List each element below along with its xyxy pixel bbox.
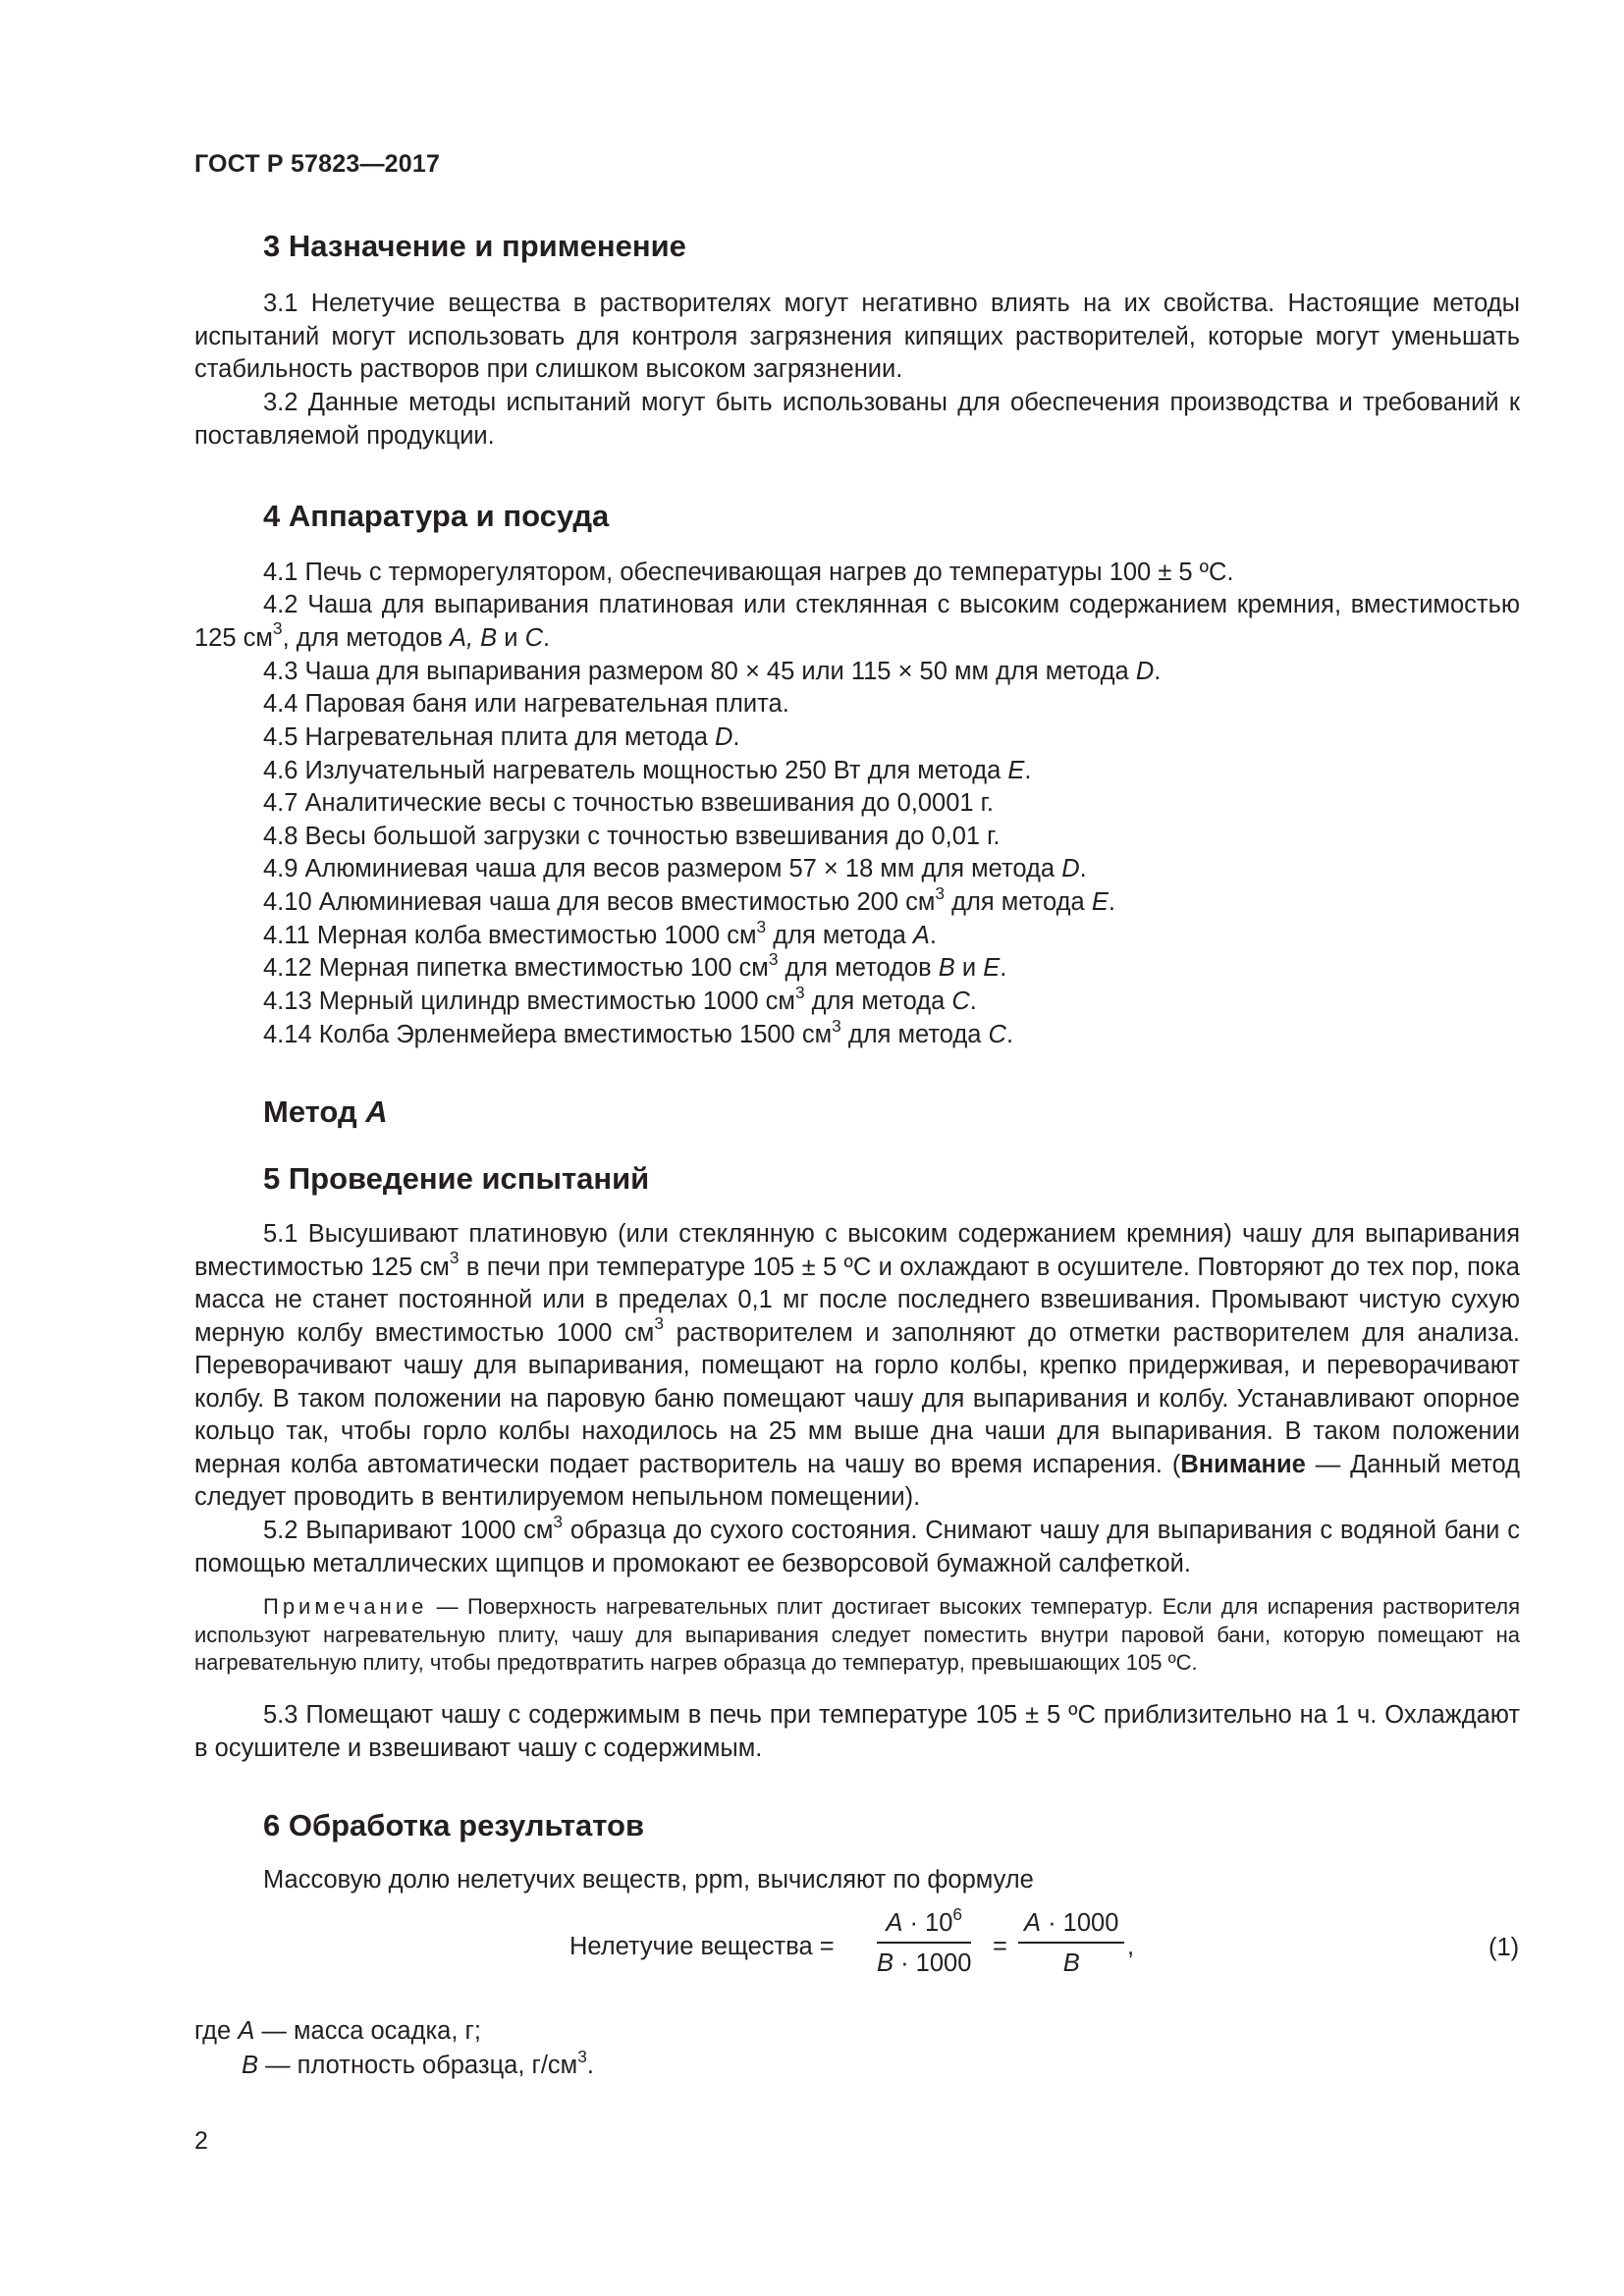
paragraph-5-3: 5.3 Помещают чашу с содержимым в печь при температуре 105 ± 5 ºС приблизительно на 1 ч. Охлаждают в осушителе и взвешивают чашу с содержимым. — [194, 1701, 1520, 1762]
item-4-14: 4.14 Колба Эрленмейера вместимостью 1500 $см^3$ для метода С. — [263, 1015, 1014, 1048]
note-paragraph: Примечание — Поверхность нагревательных плит достигает высоких температур. Если для испарения растворителя используют нагревательную плиту, чашу для выпаривания следует поместить внутри паровой бани, которую помещают на нагревательную плиту, чтобы предотвратить нагрев образца до температур, превышающих 105 ºС. — [194, 1594, 1520, 1675]
paragraph-3-1: 3.1 Нелетучие вещества в растворителях могут негативно влиять на их свойства. Настоящие методы испытаний могут использовать для контроля загрязнения кипящих растворителей, которые могут уменьшать стабильность растворов при слишком высоком загрязнении. — [194, 290, 1520, 383]
item-4-8: 4.8 Весы большой загрузки с точностью взвешивания до 0,01 г. — [263, 823, 1001, 850]
item-4-10: 4.10 Алюминиевая чаша для весов вместимостью 200 $см^3$ для метода Е. — [263, 882, 1115, 916]
document-header-gost: ГОСТ Р 57823—2017 — [194, 150, 441, 178]
formula-comma: , — [1127, 1933, 1135, 1960]
section-3-title: 3 Назначение и применение — [263, 229, 686, 263]
fraction-1-numerator: $А \cdot 10^6$ — [877, 1909, 971, 1944]
formula-fraction-2 — [1018, 1909, 1124, 1978]
section-5-title: 5 Проведение испытаний — [263, 1161, 650, 1196]
fraction-1-denominator: В · 1000 — [877, 1949, 972, 1977]
item-4-1: 4.1 Печь с терморегулятором, обеспечивающая нагрев до температуры 100 ± 5 ºС. — [263, 559, 1234, 586]
formula-equals: = — [993, 1933, 1007, 1960]
formula-fraction-1 — [877, 1903, 972, 1978]
item-4-2: 4.2 Чаша для выпаривания платиновая или стеклянная с высоким содержанием кремния, вместимостью 125 $см^3$, для методов А, В и С. — [194, 591, 1520, 652]
page-number: 2 — [194, 2127, 208, 2155]
item-4-6: 4.6 Излучательный нагреватель мощностью 250 Вт для метода Е. — [263, 757, 1032, 784]
note-label: Примечание — [263, 1594, 428, 1619]
item-4-7: 4.7 Аналитические весы с точностью взвешивания до 0,0001 г. — [263, 789, 994, 817]
paragraph-5-1: 5.1 Высушивают платиновую (или стеклянную с высоким содержанием кремния) чашу для выпаривания вместимостью 125 $см^3$ в печи при температуре 105 ± 5 ºС и охлаждают в осушителе. Повторяют до тех пор, пока масса не станет постоянной или в пределах 0,1 мг после последнего взвешивания. Промывают чистую сухую мерную колбу вместимостью 1000 $см^3$ растворителем и заполняют до отметки растворителем для анализа. Переворачивают чашу для выпаривания, помещают на горло колбы, крепко придерживая, и переворачивают колбу. В таком положении на паровую баню помещают чашу для выпаривания и колбу. Устанавливают опорное кольцо так, чтобы горло колбы находилось на 25 мм выше дна чаши для выпаривания. В таком положении мерная колба автоматически подает растворитель на чашу во время испарения. (Внимание — Данный метод следует проводить в вентилируемом непыльном помещении). — [194, 1220, 1520, 1511]
item-4-3: 4.3 Чаша для выпаривания размером 80 × 45 или 115 × 50 мм для метода D. — [263, 658, 1162, 685]
paragraph-5-2: 5.2 Выпаривают 1000 $см^3$ образца до сухого состояния. Снимают чашу для выпаривания с водяной бани с помощью металлических щипцов и промокают ее безворсовой бумажной салфеткой. — [194, 1511, 1520, 1577]
item-4-12: 4.12 Мерная пипетка вместимостью 100 $см^3$ для методов В и Е. — [263, 948, 1007, 982]
item-4-4: 4.4 Паровая баня или нагревательная плита. — [263, 690, 789, 718]
paragraph-3-2: 3.2 Данные методы испытаний могут быть использованы для обеспечения производства и требований к поставляемой продукции. — [194, 389, 1520, 450]
item-4-9: 4.9 Алюминиевая чаша для весов размером 57 × 18 мм для метода D. — [263, 855, 1087, 882]
item-4-5: 4.5 Нагревательная плита для метода D. — [263, 723, 740, 751]
section-4-title: 4 Аппаратура и посуда — [263, 499, 610, 533]
section-6-title: 6 Обработка результатов — [263, 1808, 645, 1842]
fraction-2-denominator: В — [1062, 1949, 1080, 1977]
formula-number: (1) — [1489, 1934, 1520, 1961]
where-line-2: В — плотность образца, $г/см^3$. — [242, 2046, 594, 2079]
method-heading: Метод А — [263, 1095, 388, 1129]
item-4-11: 4.11 Мерная колба вместимостью 1000 $см^3$ для метода А. — [263, 916, 937, 949]
formula-label: Нелетучие вещества = — [569, 1933, 835, 1960]
where-line-1: где А — масса осадка, г; — [194, 2017, 481, 2045]
item-4-13: 4.13 Мерный цилиндр вместимостью 1000 $см^3$ для метода С. — [263, 982, 977, 1015]
fraction-2-numerator: А · 1000 — [1018, 1909, 1124, 1944]
formula-intro: Массовую долю нелетучих веществ, ppm, вычисляют по формуле — [263, 1866, 1034, 1894]
